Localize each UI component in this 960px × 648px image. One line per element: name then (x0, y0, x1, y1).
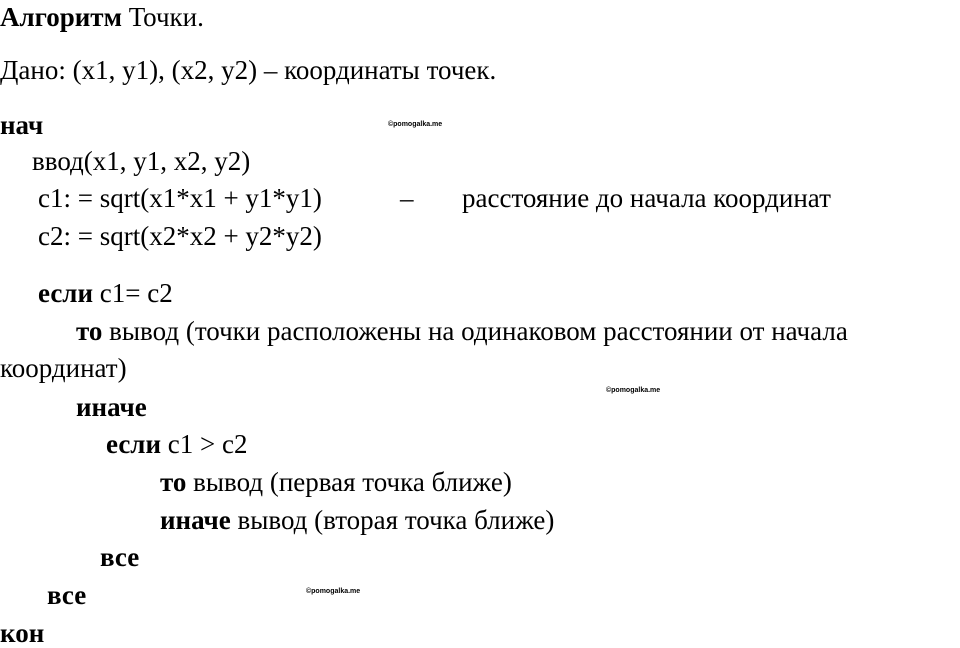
if-statement-2 (106, 429, 247, 459)
then-statement-1-continuation: координат) (0, 353, 127, 383)
watermark: ©pomogalka.me (306, 588, 361, 595)
else-keyword: иначе (160, 505, 231, 535)
algorithm-title (0, 2, 204, 32)
else-keyword-1: иначе (76, 392, 147, 422)
end-keyword: кон (0, 618, 45, 648)
then-output: вывод (первая точка ближе) (186, 467, 512, 497)
if-condition: c1 > c2 (161, 429, 248, 459)
then-output: вывод (точки расположены на одинаковом расстоянии от начала (102, 316, 848, 346)
then-statement-1 (76, 316, 848, 346)
then-keyword: то (76, 316, 103, 346)
watermark: ©pomogalka.me (606, 387, 661, 394)
begin-keyword: нач (0, 110, 44, 140)
input-statement: ввод(x1, y1, x2, y2) (32, 146, 251, 176)
if-keyword: если (38, 278, 94, 308)
c1-assignment: c1: = sqrt(x1*x1 + y1*y1) (38, 183, 322, 213)
c2-assignment: c2: = sqrt(x2*x2 + y2*y2) (38, 221, 322, 251)
if-keyword: если (106, 429, 162, 459)
endif-keyword-1: все (47, 580, 87, 610)
else-output: вывод (вторая точка ближе) (230, 505, 555, 535)
then-keyword: то (160, 467, 187, 497)
c1-dash: – (400, 183, 414, 213)
title-keyword: Алгоритм (0, 2, 122, 32)
then-statement-2 (160, 467, 512, 497)
if-statement-1 (38, 278, 173, 308)
given-line: Дано: (x1, y1), (x2, y2) – координаты точек. (0, 55, 497, 85)
if-condition: c1= c2 (93, 278, 173, 308)
endif-keyword-2: все (100, 542, 140, 572)
c1-comment: расстояние до начала координат (462, 183, 831, 213)
title-name: Точки. (121, 2, 204, 32)
else-statement-2 (160, 505, 554, 535)
watermark: ©pomogalka.me (388, 121, 443, 128)
